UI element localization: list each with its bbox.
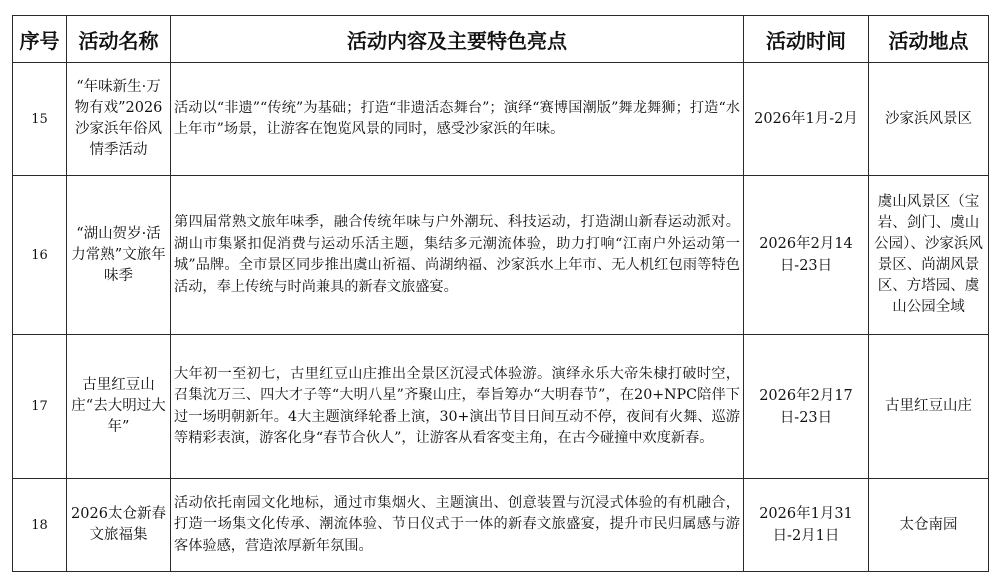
header-name: 活动名称 [67, 16, 171, 63]
table-row [13, 176, 989, 335]
table-body [13, 63, 989, 572]
events-table [12, 15, 989, 572]
cell-content: 第四届常熟文旅年味季，融合传统年味与户外潮玩、科技运动，打造湖山新春运动派对。湖山市集紧扣促消费与运动乐活主题，集结多元潮流体验，助力打响“江南户外运动第一城”品牌。全市景区同步推出虞山祈福、尚湖纳福、沙家浜水上年市、无人机红包雨等特色活动，奉上传统与时尚兼具的新春文旅盛宴。 [171, 176, 744, 335]
cell-seq: 15 [13, 63, 67, 176]
table-header [13, 16, 989, 63]
cell-time: 2026年2月17日-23日 [744, 335, 869, 479]
cell-name: “年味新生·万物有戏”2026沙家浜年俗风情季活动 [67, 63, 171, 176]
header-row [13, 16, 989, 63]
header-seq: 序号 [13, 16, 67, 63]
cell-time: 2026年1月-2月 [744, 63, 869, 176]
table-row [13, 479, 989, 572]
cell-location: 太仓南园 [869, 479, 989, 572]
cell-time: 2026年2月14日-23日 [744, 176, 869, 335]
cell-name: “湖山贺岁·活力常熟”文旅年味季 [67, 176, 171, 335]
cell-seq: 16 [13, 176, 67, 335]
cell-seq: 18 [13, 479, 67, 572]
cell-content: 活动依托南园文化地标，通过市集烟火、主题演出、创意装置与沉浸式体验的有机融合，打造一场集文化传承、潮流体验、节日仪式于一体的新春文旅盛宴，提升市民归属感与游客体验感，营造浓厚新年氛围。 [171, 479, 744, 572]
cell-name: 2026太仓新春文旅福集 [67, 479, 171, 572]
table-row [13, 335, 989, 479]
cell-time: 2026年1月31日-2月1日 [744, 479, 869, 572]
cell-location: 沙家浜风景区 [869, 63, 989, 176]
header-content: 活动内容及主要特色亮点 [171, 16, 744, 63]
header-location: 活动地点 [869, 16, 989, 63]
cell-name: 古里红豆山庄“去大明过大年” [67, 335, 171, 479]
cell-content: 活动以“非遗”“传统”为基础；打造“非遗活态舞台”；演绎“赛博国潮版”舞龙舞狮；打造“水上年市”场景，让游客在饱览风景的同时，感受沙家浜的年味。 [171, 63, 744, 176]
table-row [13, 63, 989, 176]
cell-content: 大年初一至初七，古里红豆山庄推出全景区沉浸式体验游。演绎永乐大帝朱棣打破时空，召集沈万三、四大才子等“大明八星”齐聚山庄，奉旨筹办“大明春节”，在20+NPC陪伴下过一场明朝新年。4大主题演绎轮番上演，30+演出节目日间互动不停，夜间有火舞、巡游等精彩表演，游客化身“春节合伙人”，让游客从看客变主角，在古今碰撞中欢度新春。 [171, 335, 744, 479]
cell-location: 古里红豆山庄 [869, 335, 989, 479]
cell-seq: 17 [13, 335, 67, 479]
cell-location: 虞山风景区（宝岩、剑门、虞山公园）、沙家浜风景区、尚湖风景区、方塔园、虞山公园全域 [869, 176, 989, 335]
header-time: 活动时间 [744, 16, 869, 63]
